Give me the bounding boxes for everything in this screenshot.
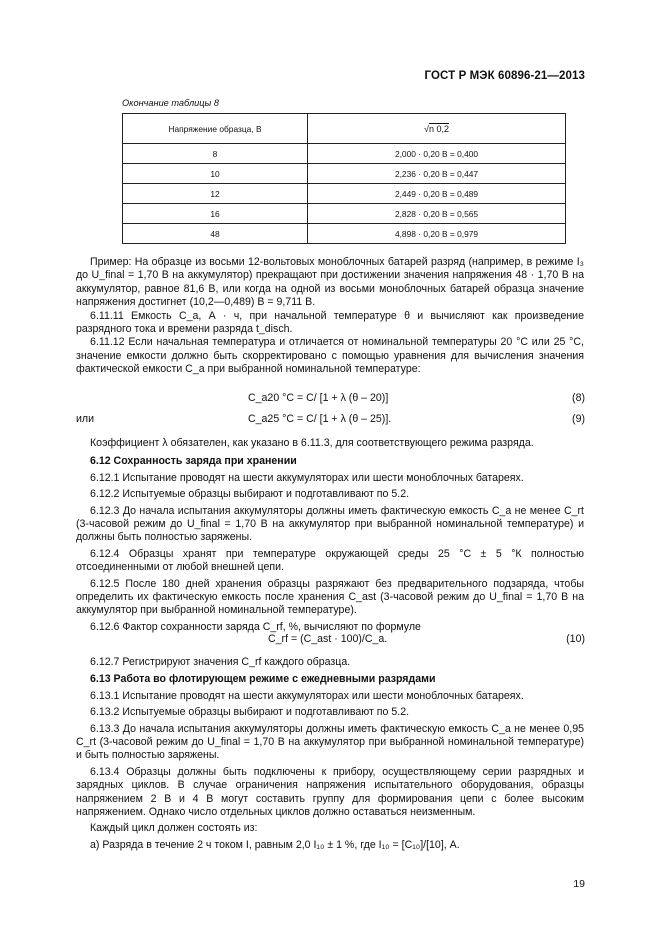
- example-paragraph: Пример: На образце из восьми 12-вольтовых моноблочных батарей разряд (например, в режиме I₃ до U_final = 1,70 В на аккумулятор) прекращают при достижении значения напряжения 48 · 1,70 В на аккумулятор, равное 81,6 В, или когда на одной из восьми моноблочных батарей образца значение напряжения достигнет (10,2—0,489) В = 9,711 В.: [76, 256, 584, 309]
- paragraph-6-13-3: 6.13.3 До начала испытания аккумуляторы должны иметь фактическую емкость C_a не менее 0,95 C_rt (3-часовой режим до U_final = 1,70 В на аккумулятор при выбранной номинальной температуре) и быть полностью заряжены.: [76, 722, 584, 762]
- cycle-intro: Каждый цикл должен состоять из:: [90, 822, 258, 835]
- or-label: или: [76, 413, 95, 425]
- voltage-table: [122, 113, 566, 244]
- cell-value: 2,000 · 0,20 В = 0,400: [308, 144, 566, 164]
- cell-value: 4,898 · 0,20 В = 0,979: [308, 224, 566, 244]
- equation-8: C_a20 °C = C/ [1 + λ (θ – 20)]: [248, 392, 389, 404]
- equation-10-number: (10): [566, 633, 585, 645]
- paragraph-6-12-5: 6.12.5 После 180 дней хранения образцы разряжают без предварительного подзаряда, чтобы определить их фактическую емкость после хранения C_ast (3-часовой режим до U_final = 1,70 В на аккумулятор при выбранной номинальной температуре).: [76, 577, 584, 617]
- coefficient-paragraph: Коэффициент λ обязателен, как указано в 6.11.3, для соответствующего режима разряда.: [90, 437, 534, 449]
- paragraph-6-12-3: 6.12.3 До начала испытания аккумуляторы должны иметь фактическую емкость C_a не менее C_rt (3-часовой режим до U_final = 1,70 В на аккумулятор при выбранной номинальной температуре) и должны быть полностью заряжены.: [76, 504, 584, 544]
- paragraph-6-13-2: 6.13.2 Испытуемые образцы выбирают и подготавливают по 5.2.: [90, 706, 410, 719]
- cell-value: 2,449 · 0,20 В = 0,489: [308, 184, 566, 204]
- table-row: [123, 224, 566, 244]
- paragraph-6-11-11: 6.11.11 Емкость C_a, А · ч, при начальной температуре θ и вычисляют как произведение разрядного тока и времени разряда t_disch.: [76, 309, 584, 336]
- list-item-a: а) Разряда в течение 2 ч током I, равным 2,0 I₁₀ ± 1 %, где I₁₀ = [C₁₀]/[10], А.: [90, 838, 460, 851]
- table-row: [123, 204, 566, 224]
- paragraph-6-12-6: 6.12.6 Фактор сохранности заряда C_rf, %, вычисляют по формуле: [90, 620, 421, 633]
- heading-6-12: 6.12 Сохранность заряда при хранении: [90, 455, 297, 468]
- standard-header: ГОСТ Р МЭК 60896-21—2013: [424, 70, 585, 82]
- equation-8-number: (8): [572, 392, 585, 404]
- table-header-row: [123, 114, 566, 144]
- paragraph-6-11-12: 6.11.12 Если начальная температура и отличается от номинальной температуры 20 °С или 25 °С, значение емкости должно быть скорректировано с помощью уравнения для вычисления значения фактической емкости C_a при выбранной номинальной температуре:: [76, 336, 584, 376]
- cell-voltage: 16: [123, 204, 308, 224]
- sqrt-formula-header: √n 0,2: [424, 123, 449, 134]
- equation-10: C_rf = (C_ast · 100)/C_a.: [268, 633, 388, 645]
- table-row: [123, 184, 566, 204]
- text-block-3: [76, 656, 584, 852]
- cell-voltage: 12: [123, 184, 308, 204]
- paragraph-6-13-1: 6.13.1 Испытание проводят на шести аккумуляторах или шести моноблочных батареях.: [90, 689, 524, 702]
- cell-value: 2,236 · 0,20 В = 0,447: [308, 164, 566, 184]
- paragraph-6-12-2: 6.12.2 Испытуемые образцы выбирают и подготавливают по 5.2.: [90, 488, 410, 501]
- col-value-header: [308, 114, 566, 144]
- paragraph-6-12-1: 6.12.1 Испытание проводят на шести аккумуляторах или шести моноблочных батареях.: [90, 471, 524, 484]
- text-block-2: [76, 437, 584, 634]
- col-voltage-header: Напряжение образца, В: [123, 114, 308, 144]
- table-caption: Окончание таблицы 8: [122, 98, 219, 108]
- text-block-1: [76, 256, 584, 377]
- cell-voltage: 48: [123, 224, 308, 244]
- table-row: [123, 144, 566, 164]
- equation-9-number: (9): [572, 413, 585, 425]
- cell-voltage: 8: [123, 144, 308, 164]
- equation-9: C_a25 °C = C/ [1 + λ (θ – 25)].: [248, 413, 392, 425]
- paragraph-6-13-4: 6.13.4 Образцы должны быть подключены к прибору, осуществляющему серии разрядных и зарядных циклов. В случае ограничения напряжения испытательного оборудования, образцы напряжением 2 В и 4 В могут составить группу для формирования цепи с более высоким напряжением. Однако число отдельных циклов должно оставаться неизменным.: [76, 765, 584, 819]
- cell-voltage: 10: [123, 164, 308, 184]
- paragraph-6-12-7: 6.12.7 Регистрируют значения C_rf каждого образца.: [90, 656, 351, 668]
- table-row: [123, 164, 566, 184]
- page-number: 19: [573, 878, 585, 890]
- paragraph-6-12-4: 6.12.4 Образцы хранят при температуре окружающей среды 25 °С ± 5 °К полностью отсоединенными от любой внешней цепи.: [76, 547, 584, 574]
- heading-6-13: 6.13 Работа во флотирующем режиме с ежедневными разрядами: [90, 673, 436, 686]
- cell-value: 2,828 · 0,20 В = 0,565: [308, 204, 566, 224]
